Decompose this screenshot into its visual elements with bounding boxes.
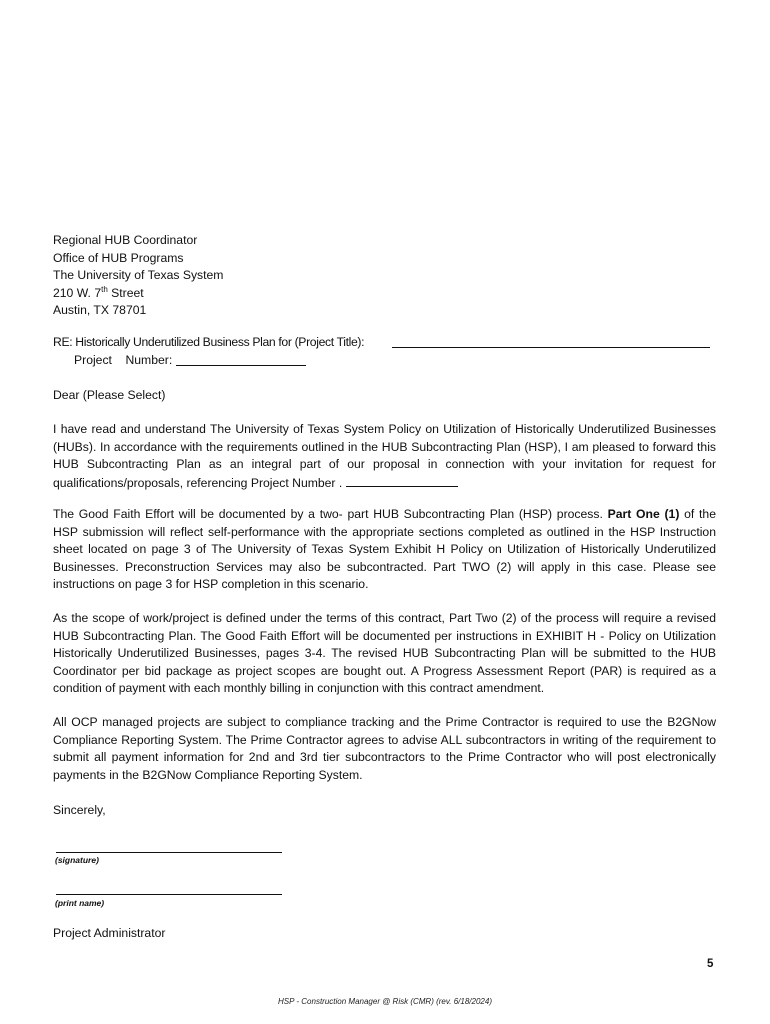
- project-title-field[interactable]: [392, 333, 710, 348]
- re-label: RE: Historically Underutilized Business Plan for (Project Title):: [53, 335, 365, 349]
- project-number-label: Project Number:: [74, 353, 173, 367]
- salutation: Dear (Please Select): [53, 388, 166, 402]
- closing: Sincerely,: [53, 803, 106, 817]
- print-name-line[interactable]: [56, 894, 282, 895]
- page-footer: HSP - Construction Manager @ Risk (CMR) (rev. 6/18/2024): [278, 997, 492, 1006]
- re-block: [53, 333, 723, 369]
- print-name-caption: (print name): [55, 898, 105, 908]
- recipient-address: [53, 232, 223, 320]
- paragraph-3: As the scope of work/project is defined under the terms of this contract, Part Two (2) of the process will require a revised HUB Subcontracting Plan. The Good Faith Effort will be documented per instructions in EXHIBIT H - Policy on Utilization Historically Underutilized Businesses, pages 3-4. The revised HUB Subcontracting Plan will be submitted to the HUB Coordinator per bid package as project scopes are bought out. A Progress Assessment Report (PAR) is required as a condition of payment with each monthly billing in conjunction with this contract amendment.: [53, 611, 716, 696]
- paragraph-4: All OCP managed projects are subject to compliance tracking and the Prime Contractor is required to use the B2GNow Compliance Reporting System. The Prime Contractor agrees to advise ALL subcontractors in writing of the requirement to submit all payment information for 2nd and 3rd tier subcontractors to the Prime Contractor who will post electronically payments in the B2GNow Compliance Reporting System.: [53, 715, 716, 782]
- address-line-4: 210 W. 7th Street: [53, 284, 144, 300]
- address-line-5: Austin, TX 78701: [53, 303, 147, 318]
- address-line-3: The University of Texas System: [53, 268, 224, 283]
- signer-title: Project Administrator: [53, 926, 166, 940]
- paragraph-2: The Good Faith Effort will be documented by a two- part HUB Subcontracting Plan (HSP) process. Part One (1) of the HSP submission will reflect self-performance with the appropriate sections completed as outlined in the HSP Instruction sheet located on page 3 of The University of Texas System Exhibit H Policy on Utilization of Historically Underutilized Businesses. Preconstruction Services may also be subcontracted. Part TWO (2) will apply in this case. Please see instructions on page 3 for HSP completion in this scenario.: [53, 507, 716, 592]
- address-line-2: Office of HUB Programs: [53, 250, 184, 265]
- page-number: 5: [707, 958, 714, 970]
- address-line-1: Regional HUB Coordinator: [53, 233, 198, 247]
- project-number-field[interactable]: [176, 351, 306, 366]
- signature-line[interactable]: [56, 852, 282, 853]
- reference-project-number-field[interactable]: [346, 474, 458, 487]
- signature-caption: (signature): [55, 855, 99, 865]
- paragraph-1: I have read and understand The University of Texas System Policy on Utilization of Historically Underutilized Businesses (HUBs). In accordance with the requirements outlined in the HUB Subcontracting Plan (HSP), I am pleased to forward this HUB Subcontracting Plan as an integral part of our proposal in connection with your invitation for request for qualifications/proposals, referencing Project Number .: [53, 422, 716, 490]
